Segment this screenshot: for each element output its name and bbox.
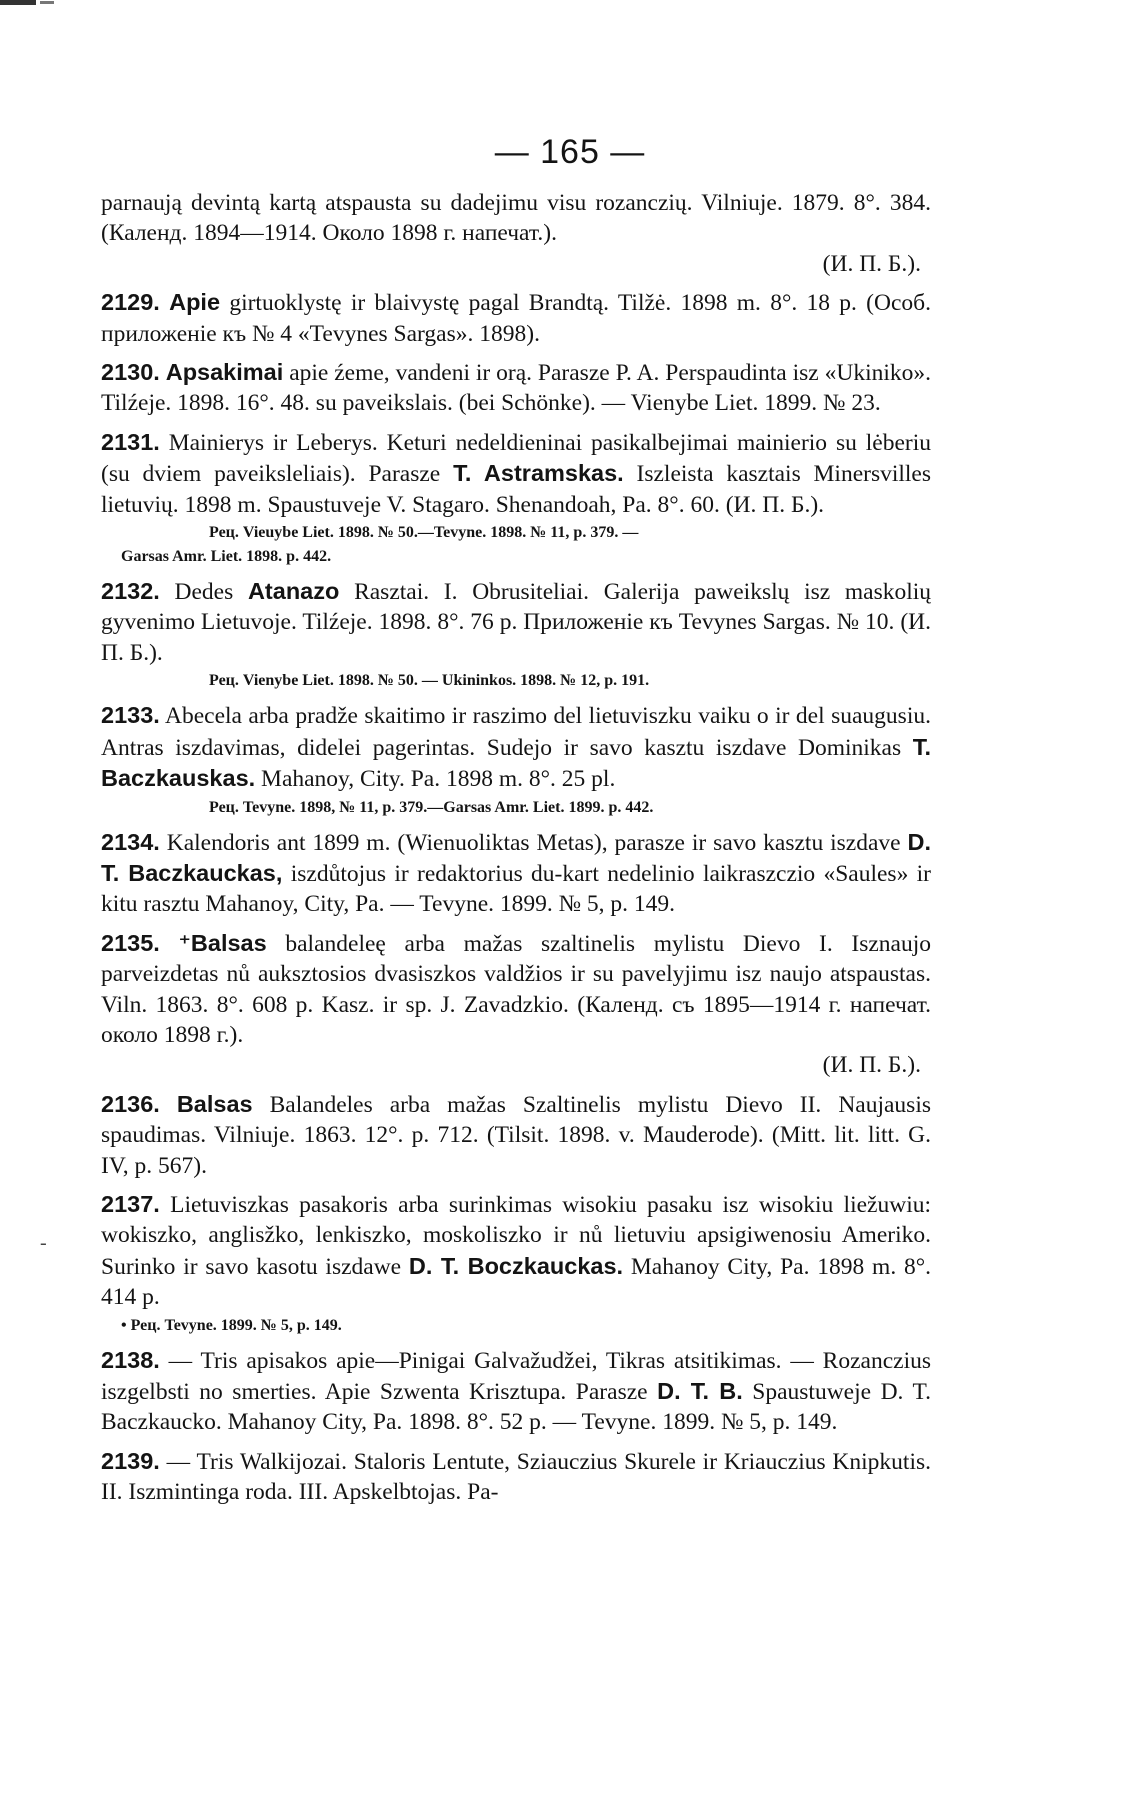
entry-number: 2132.	[101, 578, 160, 605]
entry-text: Dedes	[174, 579, 234, 606]
entry-author: D. T. Boczkauckas.	[408, 1252, 624, 1279]
entry-author: T. Astramskas.	[453, 460, 624, 487]
entry-text-2: Spaustuweje D. T. Baczkaucko. Mahanoy City, Pa. 1898. 8°. 52 p. — Tevyne. 1899. № 5, p. 149.	[101, 1379, 932, 1436]
entry-number: 2133.	[101, 702, 160, 729]
entry-text: Abecela arba pradže skaitimo ir raszimo del lietuviszku vaiku o ir del suaugusiu. Antras iszdavimas, didelei pagerintas. Sudejo ir savo kasztu iszdave Dominikas	[101, 703, 931, 761]
entry-number: 2137.	[101, 1190, 160, 1217]
entry-text: Kalendoris ant 1899 m. (Wienuoliktas Metas), parasze ir savo kasztu iszdave	[166, 829, 901, 856]
review-reference: • Рец. Tevyne. 1899. № 5, p. 149.	[121, 1316, 342, 1334]
entry-2131	[101, 427, 931, 568]
entry-text-2: Rasztai. I. Obrusiteliai. Galerija paweikslų isz maskolių gyvenimo Lietuvoje. Tilźeje. 1898. 8°. 76 p. Приложеніе къ Tevynes Sargas. № 10.	[101, 579, 932, 636]
entry-2138	[101, 1345, 931, 1438]
entry-source: (И. П. Б.).	[822, 250, 921, 277]
page-number: — 165 —	[494, 133, 646, 171]
entry-title: Balsas	[176, 1090, 253, 1117]
entry-text: Lietuviszkas pasakoris arba surinkimas wisokiu pasaku isz wisokiu liežuwiu: wokiszko, anglisžko, lenkiszko, moskoliszko ir nů lietuviu apsigiwenosiu Ameriko. Surinko ir savo kasotu iszdawe	[101, 1191, 932, 1280]
entry-number: 2131.	[101, 428, 160, 455]
entry-number: 2130.	[101, 359, 160, 386]
entry-text: — Tris Walkijozai. Staloris Lentute, Sziauczius Skurele ir Kriauczius Knipkutis. II. Iszmintinga roda. III. Apskelbtojas. Pa-	[101, 1448, 931, 1506]
entry-text-2: Mahanoy City, Pa. 1898 m. 8°. 414 p.	[101, 1253, 932, 1311]
review-reference: Garsas Amr. Liet. 1898. p. 442.	[121, 548, 332, 566]
entry-title: ⁺Balsas	[178, 929, 267, 956]
margin-mark: -	[40, 1232, 47, 1254]
entry-number: 2136.	[101, 1090, 160, 1117]
entry-2139	[101, 1446, 931, 1508]
entry-source: (И. П. Б.).	[101, 609, 931, 666]
review-reference: Рец. Vieuybe Liet. 1898. № 50.—Tevyne. 1898. № 11, p. 379. —	[209, 524, 639, 542]
entry-text-2: iszdůtojus ir redaktorius du-kart nedelinio laikraszczio «Saules» ir kitu rasztu Mahanoy, City, Pa. — Tevyne. 1899. № 5, p. 149.	[101, 860, 931, 918]
entry-text: girtuoklystę ir blaivystę pagal Brandtą. Tilžė. 1898 m. 8°. 18 p. (Особ. приложеніе къ № 4 «Tevynes Sargas». 1898).	[101, 290, 931, 347]
entry-2133	[101, 700, 931, 818]
scan-corner-mark	[0, 0, 60, 12]
entry-2134	[101, 827, 931, 920]
entry-source: (И. П. Б.).	[725, 491, 825, 518]
entry-title: Apsakimai	[165, 359, 284, 386]
entry-2137	[101, 1189, 931, 1337]
entry-text: balandeleę arba mažas szaltinelis mylistu Dievo I. Isznaujo parveizdetas nů auksztosios dvasiszkos valdžios ir su pavelyjimu isz naujo atspaustas. Viln. 1863. 8°. 608 p. Kasz. ir sp. J. Zavadzkio. (Календ. съ 1895—1914 г. напечат. около 1898 г.).	[101, 930, 932, 1048]
entry-title: Atanazo	[247, 578, 340, 605]
entry-number: 2134.	[101, 828, 160, 855]
entry-source: (И. П. Б.).	[822, 1052, 921, 1079]
entry-2136	[101, 1089, 931, 1181]
entry-source: (Mitt. lit. litt. G. IV, p. 567).	[101, 1122, 932, 1179]
entry-2129	[101, 287, 931, 349]
entry-text: — Tris apisakos apie—Pinigai Galvažudžei, Tikras atsitikimas. — Rozanczius iszgelbsti no smerties. Apie Szwenta Krisztupa. Parasze	[101, 1347, 931, 1405]
entry-text: parnaują devintą kartą atspausta su dadejimu visu rozanczių. Vilniuje. 1879. 8°. 384. (Календ. 1894—1914. Около 1898 г. напечат.).	[101, 190, 931, 247]
entry-number: 2139.	[101, 1447, 160, 1474]
entry-2132	[101, 576, 931, 692]
entry-title: Apie	[169, 289, 221, 316]
entry-text-2: Mahanoy, City. Pa. 1898 m. 8°. 25 pl.	[261, 766, 616, 793]
entry-author: D. T. B.	[657, 1378, 743, 1404]
entry-number: 2135.	[101, 929, 160, 956]
entry-author: D. T. Baczkauckas,	[101, 828, 932, 886]
entry-2135	[101, 928, 931, 1081]
entry-text: Mainierys ir Leberys. Keturi nedeldieninai pasikalbejimai mainierio su lėberiu (su dviem paveiksleliais). Parasze	[101, 429, 931, 488]
entry-number: 2129.	[101, 289, 160, 316]
review-reference: Рец. Vienybe Liet. 1898. № 50. — Ukininkos. 1898. № 12, p. 191.	[209, 672, 650, 690]
entry-author: T. Baczkauskas.	[101, 733, 932, 792]
entry-text: Balandeles arba mažas Szaltinelis mylistu Dievo II. Naujausis spaudimas. Vilniuje. 1863. 12°. p. 712. (Tilsit. 1898. v. Mauderode).	[101, 1091, 931, 1149]
entry-text: apie źeme, vandeni ir orą. Parasze P. A. Perspaudinta isz «Ukiniko». Tilźeje. 1898. 16°. 48. su paveikslais. (bei Schönke). — Vienybe Liet. 1899. № 23.	[101, 360, 931, 417]
review-reference: Рец. Tevyne. 1898, № 11, p. 379.—Garsas Amr. Liet. 1899. p. 442.	[209, 798, 654, 816]
bibliography-body	[101, 188, 931, 1516]
entry-continuation	[101, 188, 931, 279]
entry-number: 2138.	[101, 1346, 160, 1373]
entry-2130	[101, 357, 931, 419]
entry-text-2: Iszleista kasztais Minersvilles lietuvių. 1898 m. Spaustuveje V. Stagaro. Shenandoah, Pa. 8°. 60.	[101, 461, 932, 518]
